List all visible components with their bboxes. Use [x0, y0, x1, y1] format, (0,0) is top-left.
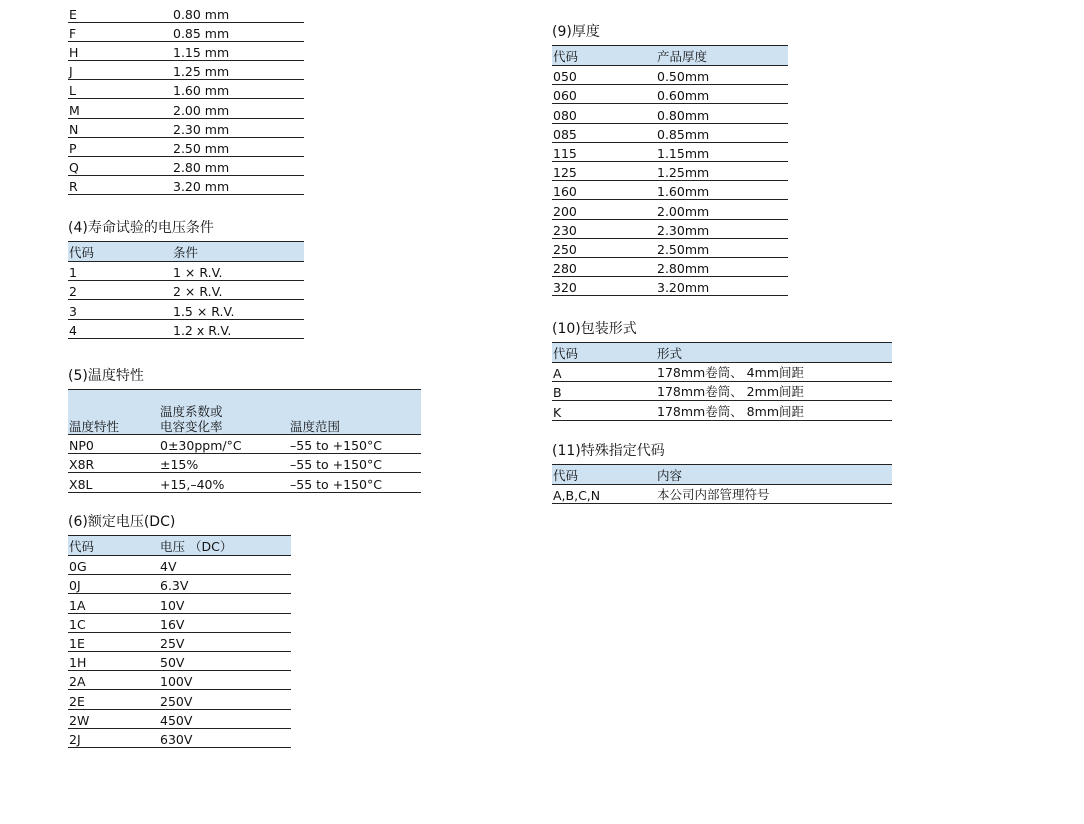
size-table-body	[68, 3, 304, 195]
table-cell: 060	[552, 85, 656, 104]
table-cell: 080	[552, 104, 656, 123]
table-row	[552, 104, 788, 123]
table-cell: 本公司内部管理符号	[656, 485, 892, 504]
header-code: 代码	[552, 46, 656, 66]
table-cell: 100V	[159, 671, 291, 690]
table-cell: 2.80 mm	[172, 157, 304, 176]
table-cell: 2W	[68, 709, 159, 728]
table-cell: 16V	[159, 613, 291, 632]
table-cell: A,B,C,N	[552, 485, 656, 504]
table-row	[552, 181, 788, 200]
table-cell: 160	[552, 181, 656, 200]
special-code-table	[552, 464, 892, 504]
table-cell: 085	[552, 123, 656, 142]
table-row	[552, 401, 892, 420]
table-cell: L	[68, 80, 172, 99]
table-row	[68, 262, 304, 281]
header-code: 代码	[552, 343, 656, 363]
size-table	[68, 3, 304, 195]
table-cell: 178mm卷筒、 2mm间距	[656, 382, 892, 401]
table-cell: 4V	[159, 556, 291, 575]
table-cell: 320	[552, 277, 656, 296]
table-row	[68, 556, 291, 575]
table-row	[552, 66, 788, 85]
table-cell: 1.25mm	[656, 161, 788, 180]
table-cell: 630V	[159, 728, 291, 747]
table-row	[68, 632, 291, 651]
table-row	[68, 435, 421, 454]
special-title: (11)特殊指定代码	[552, 443, 665, 459]
table-row	[552, 485, 892, 504]
table-cell: +15,–40%	[159, 473, 289, 492]
table-cell: 25V	[159, 632, 291, 651]
table-row	[552, 142, 788, 161]
header-voltage: 电压 （DC）	[159, 536, 291, 556]
table-cell: 2.50 mm	[172, 137, 304, 156]
table-row	[552, 277, 788, 296]
table-row	[68, 281, 304, 300]
table-cell: K	[552, 401, 656, 420]
table-row	[68, 61, 304, 80]
header-code: 代码	[552, 465, 656, 485]
table-row	[68, 41, 304, 60]
table-row	[68, 118, 304, 137]
table-cell: 1C	[68, 613, 159, 632]
table-cell: 125	[552, 161, 656, 180]
table-cell: 0J	[68, 575, 159, 594]
table-cell: 0.50mm	[656, 66, 788, 85]
table-cell: 3.20mm	[656, 277, 788, 296]
table-row	[68, 473, 421, 492]
header-content: 内容	[656, 465, 892, 485]
table-row	[552, 161, 788, 180]
table-cell: 0.60mm	[656, 85, 788, 104]
table-row	[68, 22, 304, 41]
table-cell: X8L	[68, 473, 159, 492]
thickness-table	[552, 45, 788, 296]
table-cell: 230	[552, 219, 656, 238]
table-cell: 250V	[159, 690, 291, 709]
table-row	[68, 651, 291, 670]
table-row	[68, 709, 291, 728]
thickness-title: (9)厚度	[552, 24, 600, 40]
table-cell: 450V	[159, 709, 291, 728]
table-cell: 050	[552, 66, 656, 85]
rated-voltage-title: (6)额定电压(DC)	[68, 514, 176, 530]
table-header-row	[552, 465, 892, 485]
table-row	[68, 300, 304, 319]
table-cell: 2J	[68, 728, 159, 747]
table-cell: 4	[68, 319, 172, 338]
table-row	[552, 238, 788, 257]
table-cell: 2.80mm	[656, 257, 788, 276]
table-header-row	[68, 390, 421, 435]
table-cell: 1A	[68, 594, 159, 613]
rated-voltage-table	[68, 535, 291, 748]
table-cell: M	[68, 99, 172, 118]
table-row	[552, 363, 892, 382]
table-cell: 0±30ppm/°C	[159, 435, 289, 454]
table-cell: B	[552, 382, 656, 401]
header-coefficient-line2: 电容变化率	[160, 419, 223, 434]
table-header-row	[552, 46, 788, 66]
table-cell: 50V	[159, 651, 291, 670]
table-cell: X8R	[68, 454, 159, 473]
table-cell: 2.30mm	[656, 219, 788, 238]
table-row	[552, 123, 788, 142]
table-cell: 2E	[68, 690, 159, 709]
header-coefficient-line1: 温度系数或	[160, 404, 223, 419]
table-row	[68, 319, 304, 338]
table-row	[68, 454, 421, 473]
table-cell: 0.85mm	[656, 123, 788, 142]
table-cell: 0.80 mm	[172, 3, 304, 22]
life-test-title: (4)寿命试验的电压条件	[68, 220, 214, 236]
temp-char-title: (5)温度特性	[68, 368, 144, 384]
packaging-table	[552, 342, 892, 421]
table-header-row	[68, 536, 291, 556]
table-cell: 2 × R.V.	[172, 281, 304, 300]
table-cell: N	[68, 118, 172, 137]
table-row	[68, 575, 291, 594]
life-test-table	[68, 241, 304, 339]
table-cell: ±15%	[159, 454, 289, 473]
table-cell: 2.00 mm	[172, 99, 304, 118]
table-row	[552, 382, 892, 401]
table-cell: 2A	[68, 671, 159, 690]
table-cell: 1.15 mm	[172, 41, 304, 60]
table-cell: 3.20 mm	[172, 176, 304, 195]
table-row	[68, 157, 304, 176]
table-header-row	[68, 242, 304, 262]
table-header-row	[552, 343, 892, 363]
header-temp-range: 温度范围	[289, 390, 421, 435]
table-cell: –55 to +150°C	[289, 435, 421, 454]
table-cell: 0G	[68, 556, 159, 575]
table-cell: J	[68, 61, 172, 80]
table-cell: H	[68, 41, 172, 60]
table-cell: 6.3V	[159, 575, 291, 594]
table-cell: Q	[68, 157, 172, 176]
header-code: 代码	[68, 536, 159, 556]
table-cell: 10V	[159, 594, 291, 613]
table-cell: 2	[68, 281, 172, 300]
table-cell: E	[68, 3, 172, 22]
table-cell: F	[68, 22, 172, 41]
table-row	[68, 176, 304, 195]
table-row	[68, 613, 291, 632]
table-cell: 250	[552, 238, 656, 257]
table-row	[552, 219, 788, 238]
table-cell: 0.85 mm	[172, 22, 304, 41]
table-cell: 1.5 × R.V.	[172, 300, 304, 319]
table-cell: 280	[552, 257, 656, 276]
table-cell: –55 to +150°C	[289, 473, 421, 492]
table-row	[68, 594, 291, 613]
table-row	[68, 137, 304, 156]
table-row	[68, 3, 304, 22]
table-cell: 1E	[68, 632, 159, 651]
table-cell: 2.30 mm	[172, 118, 304, 137]
table-cell: 1	[68, 262, 172, 281]
table-cell: 1H	[68, 651, 159, 670]
table-cell: 115	[552, 142, 656, 161]
packaging-title: (10)包装形式	[552, 321, 637, 337]
header-temp-char: 温度特性	[68, 390, 159, 435]
header-condition: 条件	[172, 242, 304, 262]
table-cell: 1.60mm	[656, 181, 788, 200]
table-cell: R	[68, 176, 172, 195]
table-row	[68, 99, 304, 118]
table-cell: 2.00mm	[656, 200, 788, 219]
header-code: 代码	[68, 242, 172, 262]
table-cell: 3	[68, 300, 172, 319]
header-form: 形式	[656, 343, 892, 363]
table-row	[552, 200, 788, 219]
table-cell: 1.25 mm	[172, 61, 304, 80]
table-cell: –55 to +150°C	[289, 454, 421, 473]
table-row	[68, 690, 291, 709]
table-cell: NP0	[68, 435, 159, 454]
table-cell: 1 × R.V.	[172, 262, 304, 281]
table-cell: A	[552, 363, 656, 382]
table-cell: 1.15mm	[656, 142, 788, 161]
table-cell: 178mm卷筒、 4mm间距	[656, 363, 892, 382]
table-cell: 200	[552, 200, 656, 219]
temp-char-table	[68, 389, 421, 493]
table-row	[68, 80, 304, 99]
table-cell: 1.2 x R.V.	[172, 319, 304, 338]
table-cell: 0.80mm	[656, 104, 788, 123]
table-cell: 1.60 mm	[172, 80, 304, 99]
table-cell: P	[68, 137, 172, 156]
table-cell: 2.50mm	[656, 238, 788, 257]
table-row	[552, 257, 788, 276]
table-cell: 178mm卷筒、 8mm间距	[656, 401, 892, 420]
table-row	[552, 85, 788, 104]
header-thickness: 产品厚度	[656, 46, 788, 66]
table-row	[68, 728, 291, 747]
header-coefficient	[159, 390, 289, 435]
table-row	[68, 671, 291, 690]
